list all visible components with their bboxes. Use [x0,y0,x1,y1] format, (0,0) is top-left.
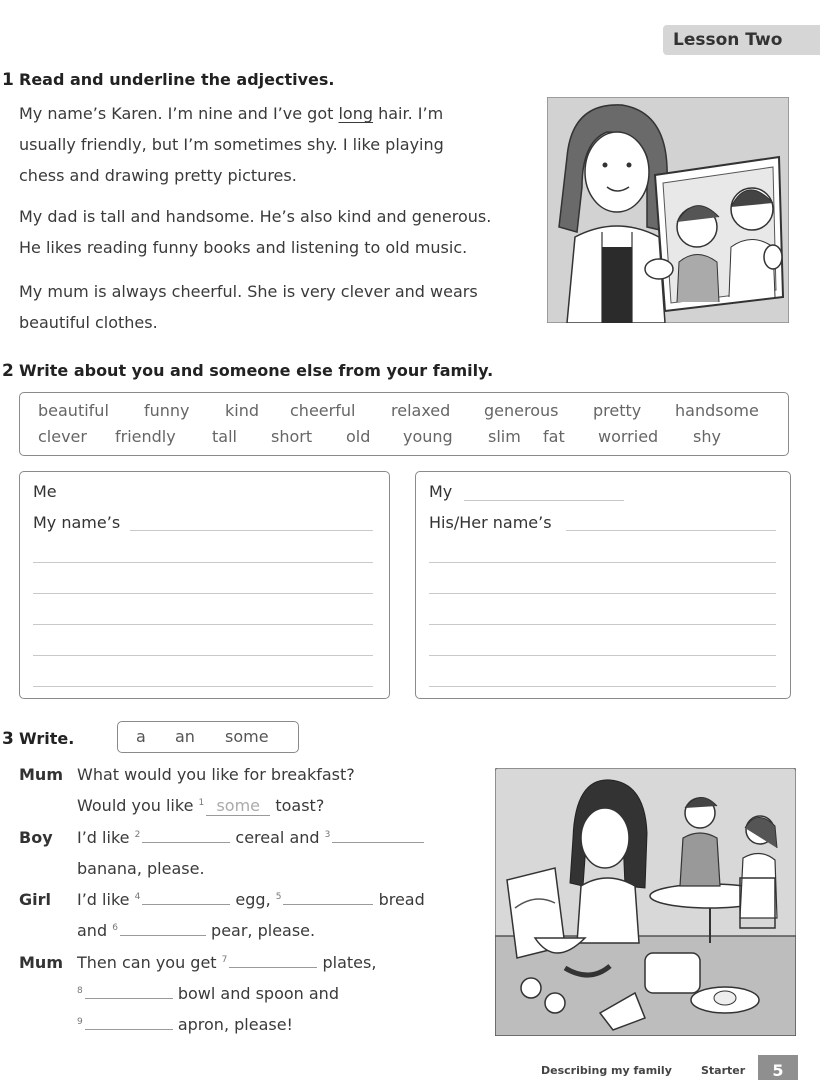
answer-blank-2[interactable] [142,828,230,843]
word-option: funny [144,401,190,420]
dialogue-line: I’d like $^4$ egg, $^5$ bread [77,890,425,909]
dialogue-line: What would you like for breakfast? [77,765,355,784]
word-option: tall [212,427,237,446]
adjective-word-box [19,392,789,456]
speaker-mum: Mum [19,765,63,784]
ex1-paragraph-mum: My mum is always cheerful. She is very clever and wears beautiful clothes. [19,282,478,332]
word-option: relaxed [391,401,451,420]
writing-line[interactable] [33,562,373,563]
word-option: friendly [115,427,176,446]
writing-line[interactable] [429,624,776,625]
word-option: short [271,427,313,446]
answer-blank-3[interactable] [332,828,424,843]
word-option: fat [543,427,565,446]
dialogue-line: Then can you get $^7$ plates, [77,953,377,972]
word-option: worried [598,427,659,446]
word-option: old [346,427,371,446]
my-name-prompt: My name’s [33,513,121,532]
article-options-box [117,721,299,753]
writing-line[interactable] [33,593,373,594]
dialogue-line: and $^6$ pear, please. [77,921,316,940]
word-option: pretty [593,401,642,420]
writing-line[interactable] [566,530,776,531]
my-heading: My [429,482,453,501]
word-option: generous [484,401,559,420]
speaker-boy: Boy [19,828,53,847]
ex2-title: Write about you and someone else from your family. [19,361,494,380]
dialogue-line: I’d like $^2$ cereal and $^3$ [77,828,424,847]
article-option: some [225,727,269,746]
breakfast-kitchen-illustration [495,768,796,1036]
answer-blank-8[interactable] [85,984,173,999]
word-option: clever [38,427,87,446]
word-option: handsome [675,401,759,420]
me-heading: Me [33,482,57,501]
dialogue-line: $^9$ apron, please! [77,1015,293,1034]
me-writing-panel [19,471,390,699]
article-option: a [136,727,146,746]
speaker-mum: Mum [19,953,63,972]
word-option: young [403,427,453,446]
writing-line[interactable] [33,686,373,687]
writing-line[interactable] [33,624,373,625]
ex1-paragraph-dad: My dad is tall and handsome. He’s also kind and generous. He likes reading funny books and listening to old music. [19,207,492,257]
word-option: slim [488,427,521,446]
ex3-title: Write. [19,729,75,748]
word-option: shy [693,427,721,446]
ex2-number: 2 [2,361,14,381]
ex1-title: Read and underline the adjectives. [19,70,335,89]
writing-line[interactable] [429,593,776,594]
page-number: 5 [758,1055,798,1080]
word-option: kind [225,401,260,420]
writing-line[interactable] [130,530,373,531]
ex1-paragraph-karen: My name’s Karen. I’m nine and I’ve got long hair. I’m usually friendly, but I’m sometimes shy. I like playing chess and drawing pretty pictures. [19,104,444,185]
underlined-adjective: long [338,104,373,123]
writing-line[interactable] [429,686,776,687]
footer-unit: Starter [701,1064,746,1077]
speaker-girl: Girl [19,890,51,909]
answer-blank-4[interactable] [142,890,230,905]
answer-blank-6[interactable] [120,921,206,936]
dialogue-line: Would you like $^1$ some toast? [77,796,325,815]
karen-family-photo-illustration [547,97,789,323]
answer-blank-9[interactable] [85,1015,173,1030]
ex1-number: 1 [2,70,14,90]
family-member-line[interactable] [464,500,624,501]
writing-line[interactable] [33,655,373,656]
his-her-name-prompt: His/Her name’s [429,513,552,532]
family-member-writing-panel [415,471,791,699]
writing-line[interactable] [429,655,776,656]
word-option: cheerful [290,401,356,420]
dialogue-line: $^8$ bowl and spoon and [77,984,339,1003]
ex3-number: 3 [2,729,14,749]
dialogue-line: banana, please. [77,859,205,878]
word-option: beautiful [38,401,109,420]
answer-blank-1[interactable]: some [206,796,270,816]
footer-section-title: Describing my family [541,1064,672,1077]
article-option: an [175,727,195,746]
answer-blank-7[interactable] [229,953,317,968]
writing-line[interactable] [429,562,776,563]
lesson-label: Lesson Two [663,25,820,55]
answer-blank-5[interactable] [283,890,373,905]
